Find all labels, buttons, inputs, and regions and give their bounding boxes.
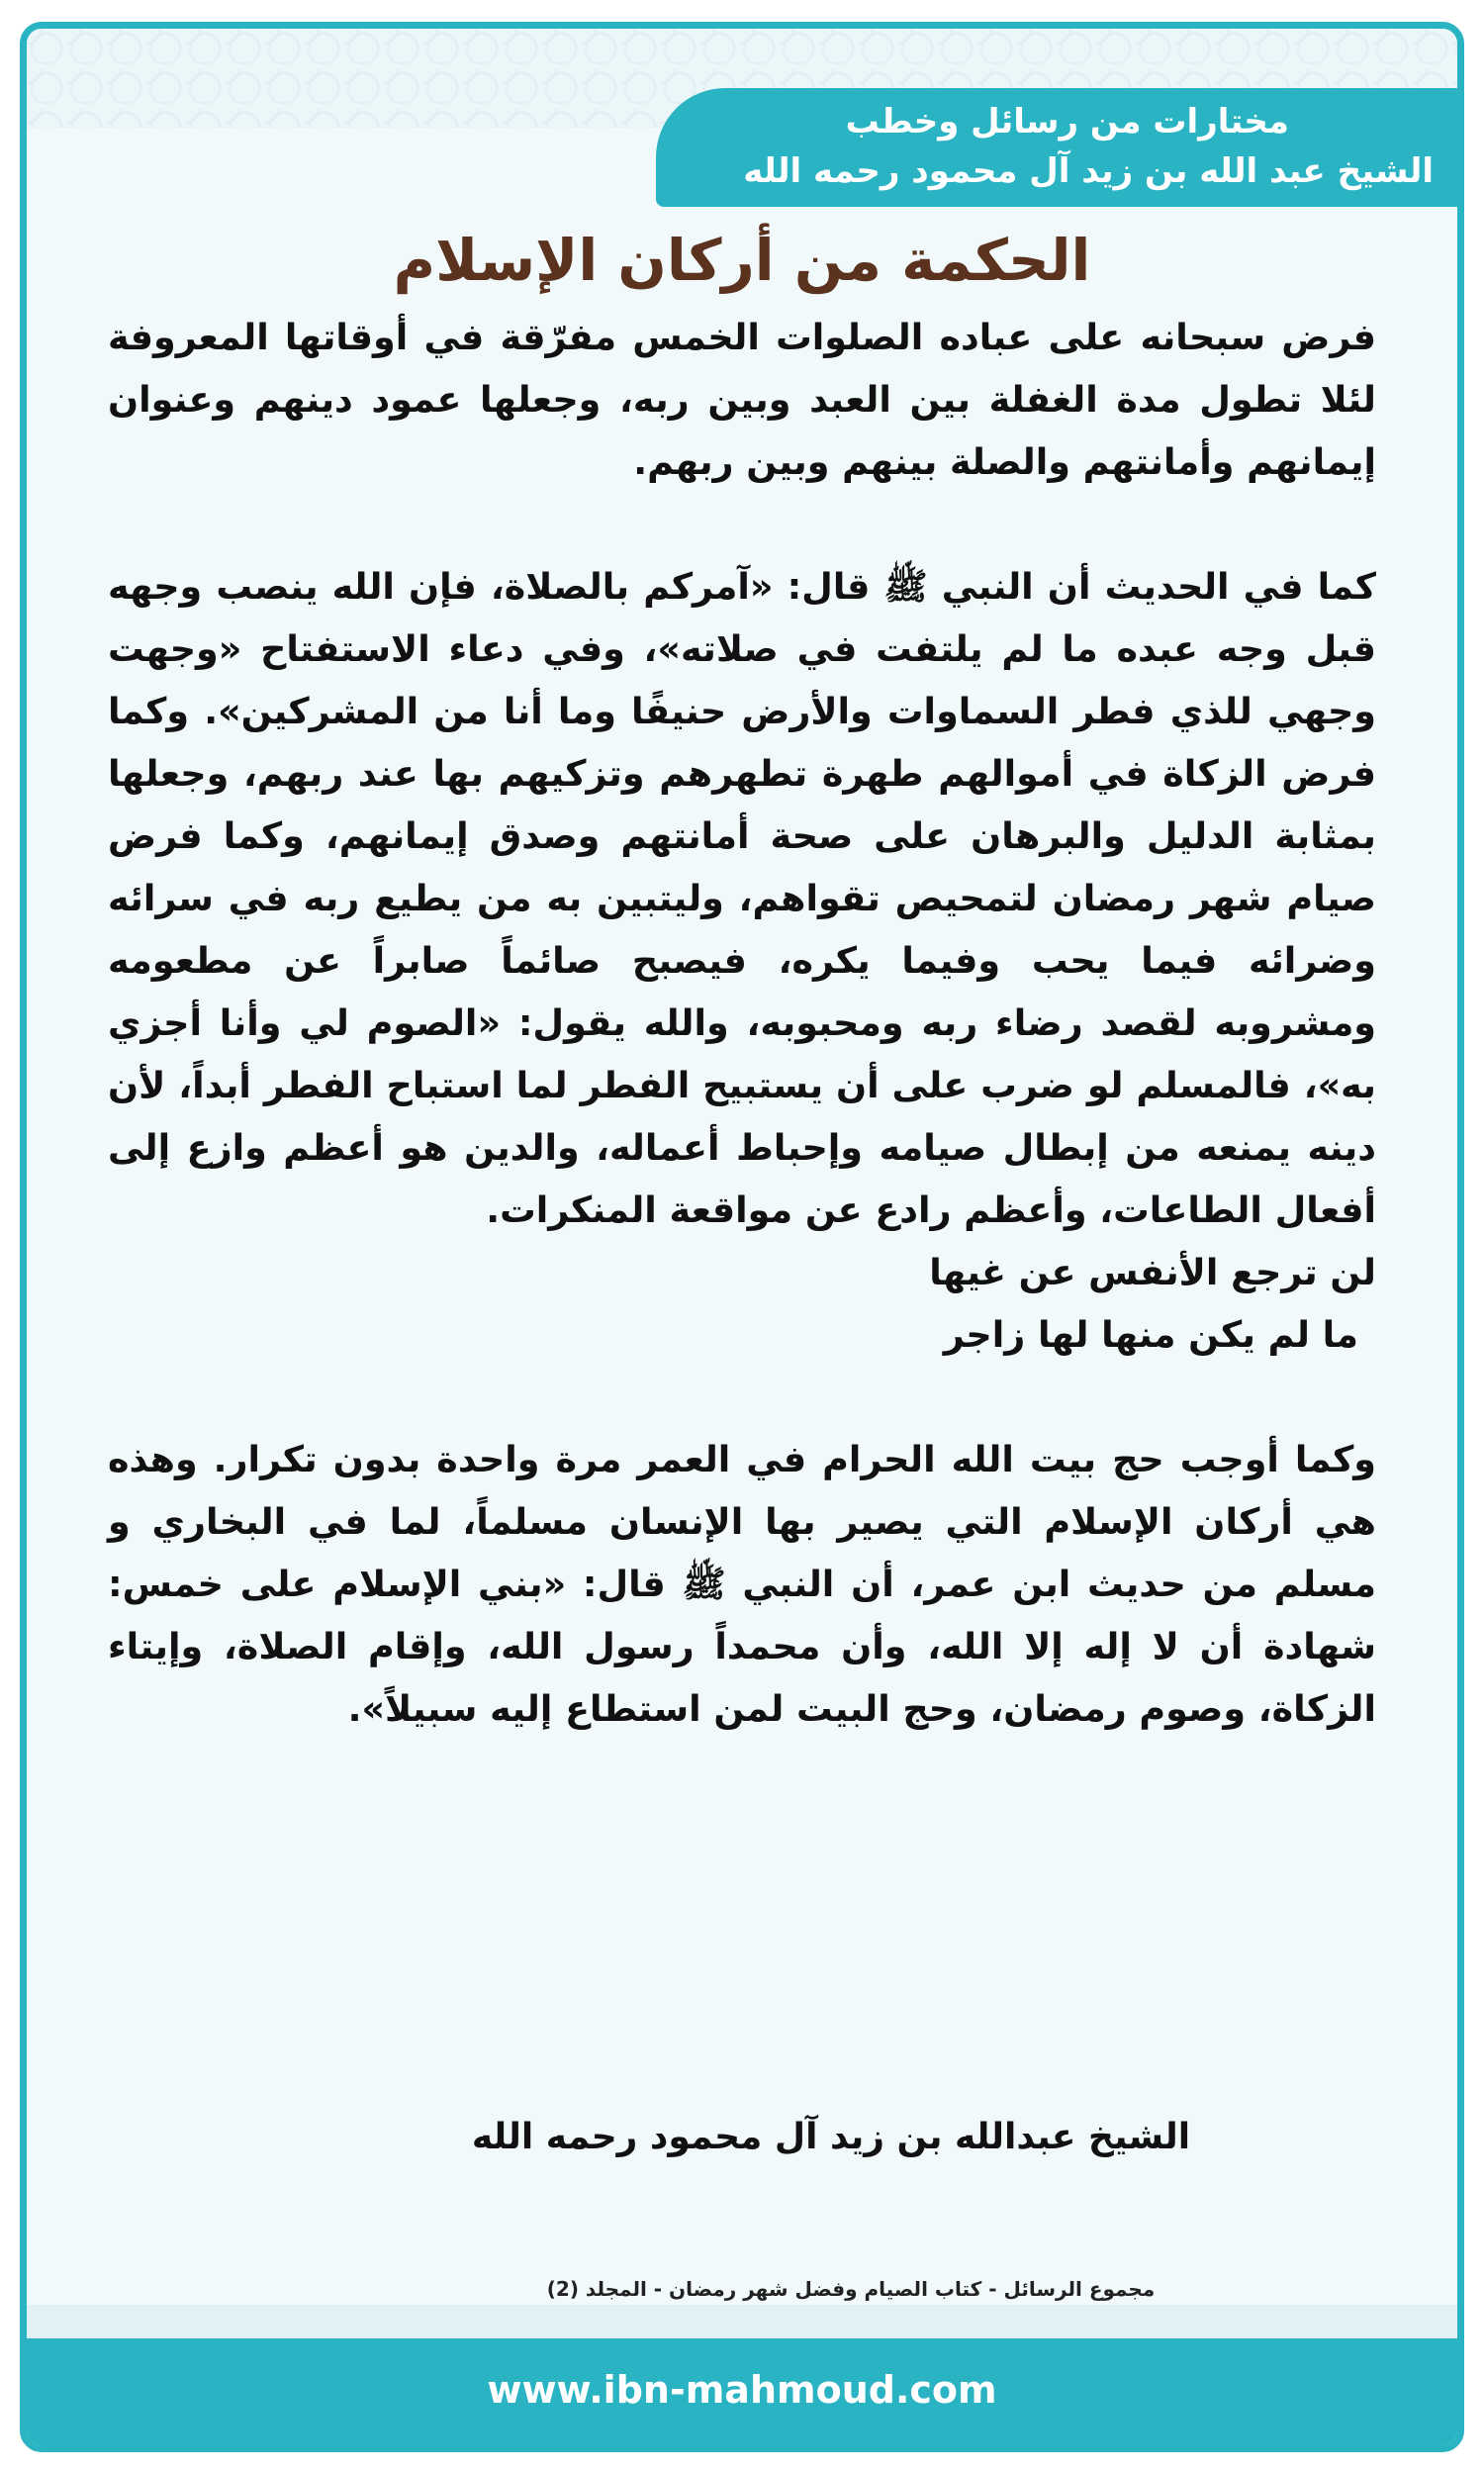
page-frame	[20, 22, 1464, 2452]
paragraph-gap	[108, 493, 1376, 555]
header-banner	[656, 88, 1457, 207]
paragraph-3: وكما أوجب حج بيت الله الحرام في العمر مرة واحدة بدون تكرار. وهذه هي أركان الإسلام التي يصير بها الإنسان مسلماً، لما في البخاري و مسلم من حديث ابن عمر، أن النبي ﷺ قال: «بني الإسلام على خمس: شهادة أن لا إله إلا الله، وأن محمداً رسول الله، وإقام الصلاة، وإيتاء الزكاة، وصوم رمضان، وحج البيت لمن استطاع إليه سبيلاً».	[108, 1438, 1376, 1730]
paragraph-1: فرض سبحانه على عباده الصلوات الخمس مفرّقة في أوقاتها المعروفة لئلا تطول مدة الغفلة بين العبد وبين ربه، وجعلها عمود دينهم وعنوان إيمانهم وأمانتهم والصلة بينهم وبين ربهم.	[108, 316, 1376, 483]
article-title: الحكمة من أركان الإسلام	[393, 227, 1091, 294]
author-signature: الشيخ عبدالله بن زيد آل محمود رحمه الله	[471, 2117, 1191, 2157]
header-author-name: الشيخ عبد الله بن زيد آل محمود رحمه الله	[743, 151, 1434, 191]
header-series-title: مختارات من رسائل وخطب	[845, 102, 1289, 142]
footer-divider	[27, 2305, 1457, 2338]
source-reference: مجموع الرسائل - كتاب الصيام وفضل شهر رمضان - المجلد (2)	[546, 2277, 1156, 2301]
paragraph-2: كما في الحديث أن النبي ﷺ قال: «آمركم بالصلاة، فإن الله ينصب وجهه قبل وجه عبده ما لم يلتفت في صلاته»، وفي دعاء الاستفتاح «وجهت وجهي للذي فطر السماوات والأرض حنيفًا وما أنا من المشركين». وكما فرض الزكاة في أموالهم طهرة تطهرهم وتزكيهم بها عند ربهم، وجعلها بمثابة الدليل والبرهان على صحة أمانتهم وصدق إيمانهم، وكما فرض صيام شهر رمضان لتمحيص تقواهم، وليتبين به من يطيع ربه في سرائه وضرائه فيما يحب وفيما يكره، فيصبح صائماً صابراً عن مطعومه ومشروبه لقصد رضاء ربه ومحبوبه، والله يقول: «الصوم لي وأنا أجزي به»، فالمسلم لو ضرب على أن يستبيح الفطر لما استباح الفطر أبداً، لأن دينه يمنعه من إبطال صيامه وإحباط أعماله، والدين هو أعظم وازع إلى أفعال الطاعات، وأعظم رادع عن مواقعة المنكرات.	[108, 565, 1376, 1231]
article-body	[108, 306, 1376, 1740]
verse-line-2: ما لم يكن منها لها زاجر	[943, 1313, 1358, 1356]
footer-bar	[27, 2338, 1457, 2445]
paragraph-gap	[108, 1366, 1376, 1428]
verse-line-1: لن ترجع الأنفس عن غيها	[929, 1251, 1376, 1293]
website-link[interactable]: www.ibn-mahmoud.com	[487, 2368, 997, 2412]
